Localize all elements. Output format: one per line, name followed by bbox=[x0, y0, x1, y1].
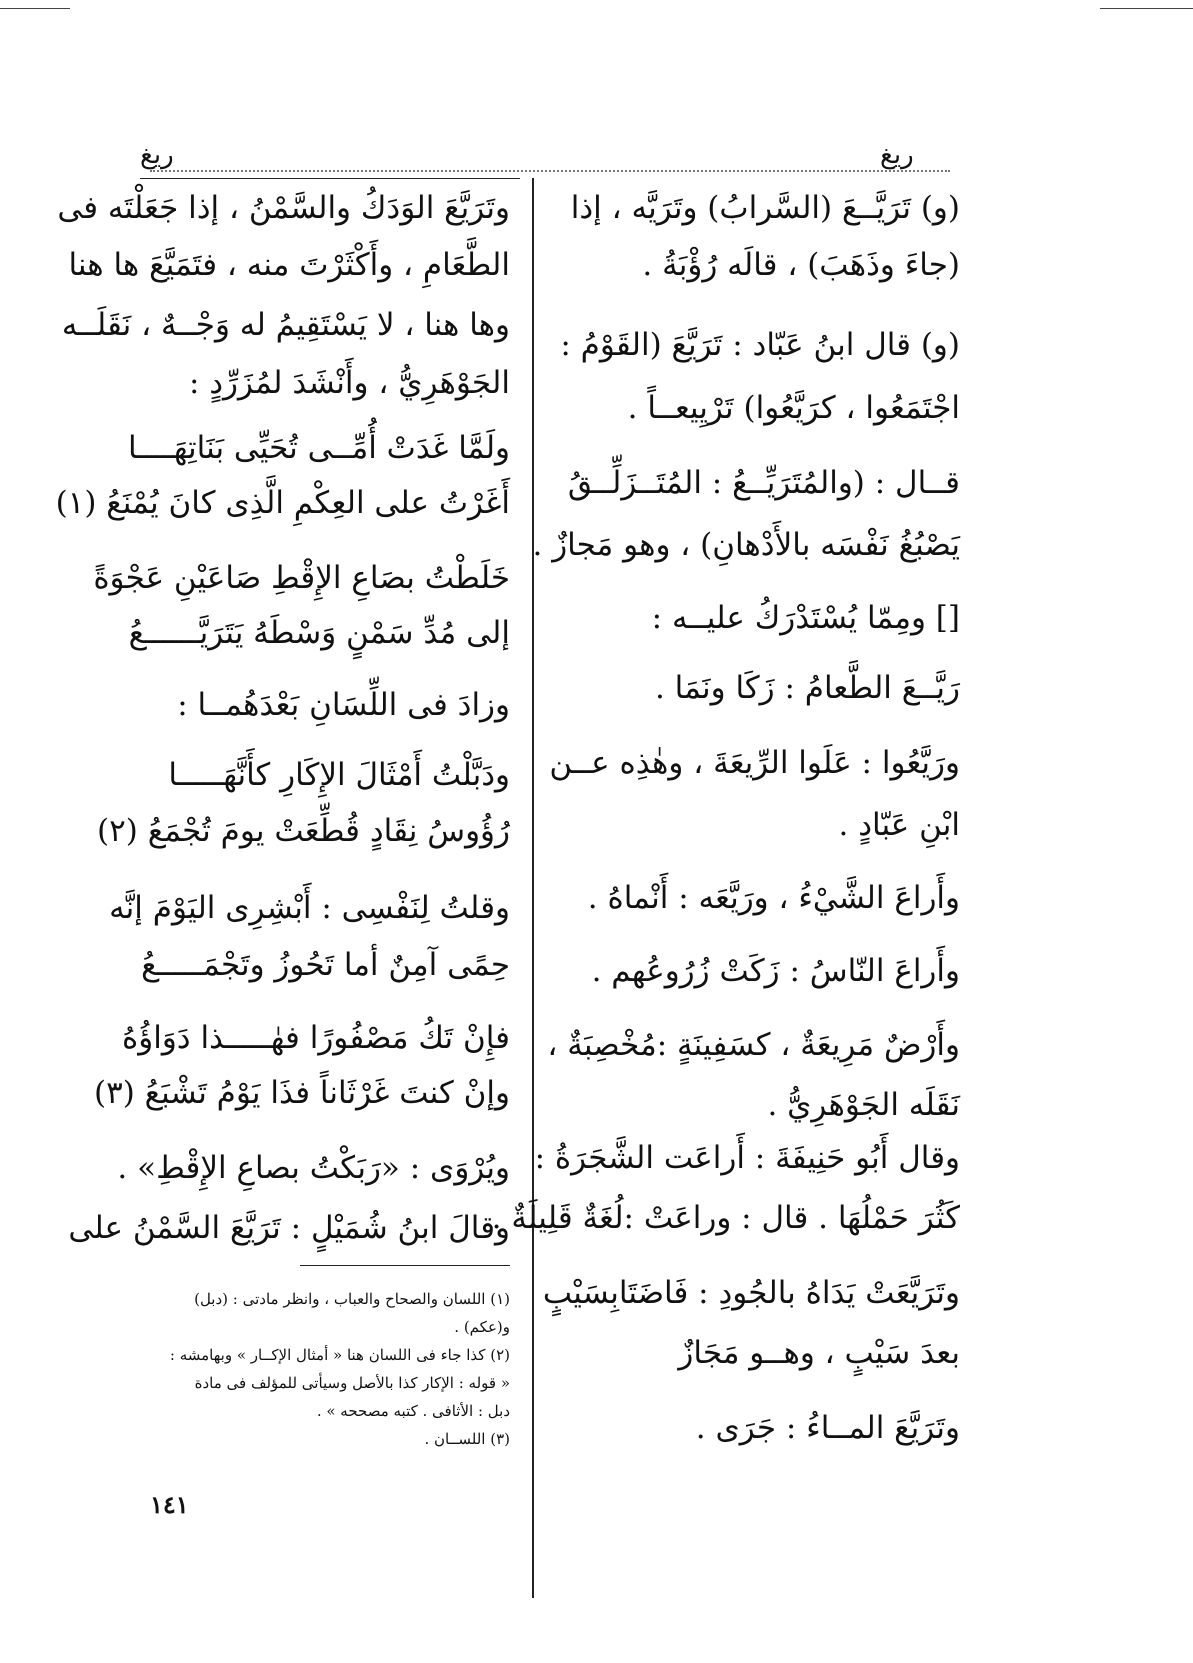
right-line-11: وأَراعَ الشَّيْءُ ، ورَيَّعَه : أَنْماهُ . bbox=[587, 880, 960, 916]
footnote-1: (١) اللسان والصحاح والعباب ، وانظر مادتى : (دبل) bbox=[194, 1290, 510, 1308]
left-line-15: وإنْ كنتَ غَرْثَاناً فذَا يَوْمُ تَشْبَعُ (٣) bbox=[93, 1075, 510, 1111]
left-line-13: حِمًى آمِنٌ أما تَحُوزُ وتَجْمَـــــعُ bbox=[141, 947, 510, 983]
right-line-5: قــال : (والمُتَرَيِّــعُ : المُتَــزَلِّــقُ bbox=[567, 465, 960, 501]
right-line-13: وأَرْضٌ مَرِيعَةٌ ، كسَفِينَةٍ :مُخْصِبَةٌ ، bbox=[547, 1027, 960, 1063]
left-line-4: الجَوْهَرِيُّ ، وأَنْشَدَ لمُزَرِّدٍ : bbox=[188, 365, 510, 401]
left-line-11: رُؤُوسُ نِقَادٍ قُطِّعَتْ يومَ تُجْمَعُ (٢) bbox=[97, 813, 510, 849]
right-line-2: (جاءَ وذَهَبَ) ، قالَه رُؤْبَةُ . bbox=[642, 247, 960, 283]
running-header-right: ريغ bbox=[880, 140, 914, 170]
header-separator bbox=[150, 170, 950, 172]
right-line-1: (و) تَرَيَّــعَ (السَّرابُ) وتَرَيَّه ، إذا bbox=[570, 190, 960, 226]
left-line-7: خَلَطْتُ بصَاعِ الإِقْطِ صَاعَيْنِ عَجْوَةً bbox=[93, 560, 510, 596]
right-line-19: وتَرَيَّعَ المــاءُ : جَرَى . bbox=[695, 1410, 960, 1446]
left-line-6: أَغَرْتُ على العِكْمِ الَّذِى كانَ يُمْنَعُ (١) bbox=[55, 485, 510, 521]
right-line-15: وقال أَبُو حَنِيفَةَ : أَراعَت الشَّجَرَةُ : bbox=[534, 1140, 960, 1176]
right-line-9: ورَيَّعُوا : عَلَوا الرِّيعَةَ ، وهٰذِه عــن bbox=[549, 745, 960, 781]
left-line-5: ولَمَّا غَدَتْ أُمِّــى تُحَيِّى بَنَاتِهَــــا bbox=[127, 430, 510, 466]
right-line-3: (و) قال ابنُ عَبّاد : تَرَيَّعَ (القَوْمُ : bbox=[560, 327, 960, 363]
right-line-8: رَيَّــعَ الطَّعامُ : زَكَا ونَمَا . bbox=[654, 670, 960, 706]
right-line-10: ابْنِ عَبّادٍ . bbox=[838, 807, 960, 843]
footnote-1-cont: و(عكم) . bbox=[454, 1318, 510, 1336]
footnotes bbox=[90, 1290, 510, 1490]
right-line-6: يَصْبُغُ نَفْسَه بالأَدْهانِ) ، وهو مَجازٌ . bbox=[532, 527, 960, 563]
left-line-14: فإِنْ تَكُ مَصْفُورًا فهٰـــــذا دَوَاؤُهُ bbox=[122, 1020, 510, 1056]
running-header-left: ريغ bbox=[140, 140, 174, 170]
left-line-3: وها هنا ، لا يَسْتَقِيمُ له وَجْــهٌ ، نَقَلَــه bbox=[61, 307, 510, 343]
right-line-4: اجْتَمَعُوا ، كرَيَّعُوا) تَرْيِيعــاً . bbox=[627, 390, 960, 426]
top-rule-left-column bbox=[140, 178, 520, 179]
left-line-9: وزادَ فى اللِّسَانِ بَعْدَهُمــا : bbox=[177, 687, 510, 723]
column-divider bbox=[532, 178, 534, 1598]
right-line-16: كَثُرَ حَمْلُهَا . قال : وراعَتْ :لُغَةٌ قَلِيلَةٌ . bbox=[491, 1200, 960, 1236]
left-line-10: ودَبَّلْتُ أَمْثَالَ الإِكَارِ كأَنَّهَـــــا bbox=[168, 757, 510, 793]
footnote-2: (٢) كذا جاء فى اللسان هنا « أمثال الإكــار » وبهامشه : bbox=[169, 1346, 510, 1364]
footnote-2-cont-1: « قوله : الإكار كذا بالأصل وسيأتى للمؤلف فى مادة bbox=[194, 1374, 510, 1392]
left-line-8: إلى مُدِّ سَمْنٍ وَسْطَهُ يَتَرَيَّــــــعُ bbox=[128, 615, 510, 651]
right-line-12: وأَراعَ النّاسُ : زَكَتْ زُرُوعُهم . bbox=[591, 953, 960, 989]
footnote-3: (٣) اللســان . bbox=[424, 1430, 510, 1448]
left-line-2: الطَّعَامِ ، وأَكْثَرْتَ منه ، فتَمَيَّعَ ها هنا bbox=[68, 247, 510, 283]
page-number: ١٤١ bbox=[150, 1490, 189, 1519]
top-left-rule bbox=[0, 8, 70, 9]
footnote-rule bbox=[300, 1265, 510, 1266]
right-line-14: نَقَلَه الجَوْهَرِيُّ . bbox=[767, 1087, 960, 1123]
left-line-12: وقلتُ لِنَفْسِى : أَبْشِرِى اليَوْمَ إنَّه bbox=[109, 890, 510, 926]
right-line-7: [] ومِمّا يُسْتَدْرَكُ عليــه : bbox=[651, 600, 960, 636]
right-line-17: وتَرَيَّعَتْ يَدَاهُ بالجُودِ : فَاضَتَابِسَيْبٍ bbox=[542, 1275, 960, 1311]
left-line-17: وقالَ ابنُ شُمَيْلٍ : تَرَيَّعَ السَّمْنُ على bbox=[68, 1210, 510, 1246]
right-column bbox=[491, 185, 960, 1605]
left-line-1: وتَرَيَّعَ الوَدَكُ والسَّمْنُ ، إذا جَعَلْتَه فى bbox=[57, 190, 510, 226]
footnote-2-cont-2: دبل : الأثافى . كتبه مصححه » . bbox=[316, 1402, 510, 1420]
top-right-rule bbox=[1100, 8, 1193, 9]
right-line-18: بعدَ سَيْبٍ ، وهــو مَجَازٌ bbox=[678, 1335, 960, 1371]
left-line-16: ويُرْوَى : «رَبَكْتُ بصاعِ الإِقْطِ» . bbox=[117, 1150, 510, 1186]
